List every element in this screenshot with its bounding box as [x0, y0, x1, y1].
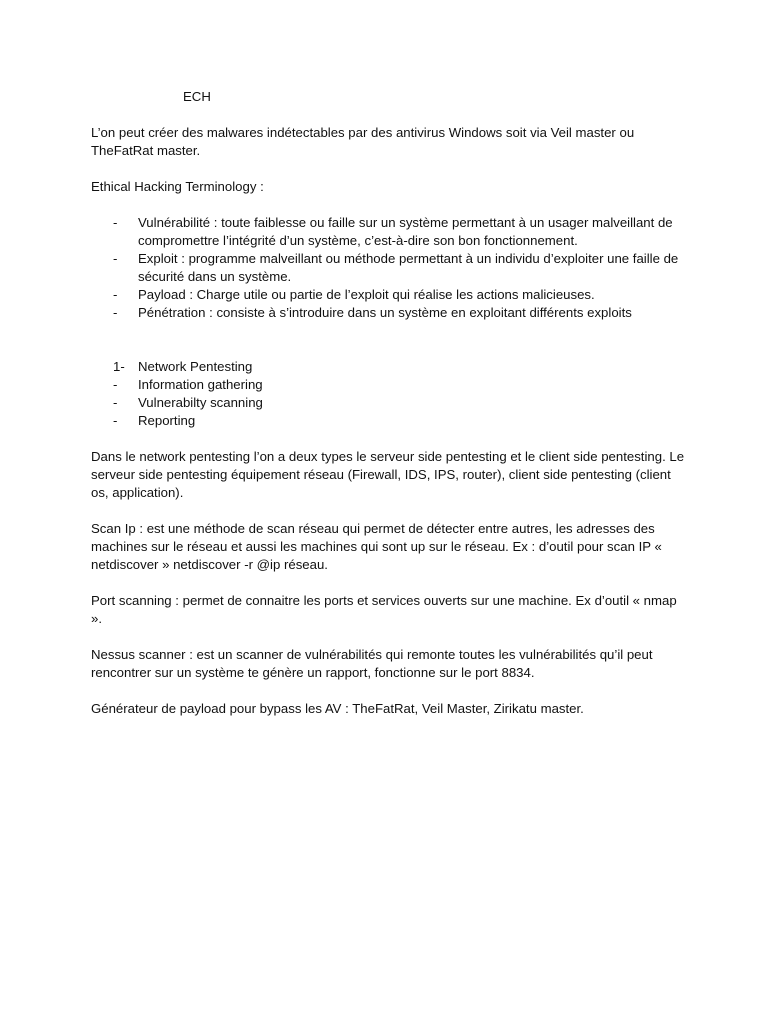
terminology-item-text: Vulnérabilité : toute faiblesse ou faille sur un système permettant à un usager malveillant de compromettre l’intégrité d’un système, c’est-à-dire son bon fonctionnement. — [138, 215, 673, 248]
numbered-item — [91, 358, 691, 376]
list-dash: - — [113, 413, 118, 428]
list-dash: - — [113, 251, 118, 266]
step-item — [91, 376, 691, 394]
list-dash: - — [113, 305, 118, 320]
list-dash: - — [113, 395, 118, 410]
numbered-item-text: Network Pentesting — [138, 359, 253, 374]
step-item-text: Information gathering — [138, 377, 263, 392]
numbered-list — [91, 358, 691, 376]
step-item — [91, 412, 691, 430]
terminology-item — [91, 214, 691, 250]
document-body — [91, 88, 691, 736]
list-dash: - — [113, 287, 118, 302]
terminology-item-text: Pénétration : consiste à s’introduire dans un système en exploitant différents exploits — [138, 305, 632, 320]
terminology-item — [91, 304, 691, 322]
body-paragraph: Dans le network pentesting l’on a deux types le serveur side pentesting et le client side pentesting. Le serveur side pentesting équipement réseau (Firewall, IDS, IPS, router), client side pentesting (client os, application). — [91, 449, 685, 500]
step-item-text: Reporting — [138, 413, 196, 428]
terminology-item-text: Payload : Charge utile ou partie de l’exploit qui réalise les actions malicieuses. — [138, 287, 595, 302]
list-dash: - — [113, 377, 118, 392]
list-number: 1- — [113, 359, 125, 374]
terminology-item-text: Exploit : programme malveillant ou méthode permettant à un individu d’exploiter une faille de sécurité dans un système. — [138, 251, 679, 284]
terminology-item — [91, 250, 691, 286]
list-dash: - — [113, 215, 118, 230]
terminology-list — [91, 214, 691, 322]
step-item — [91, 394, 691, 412]
body-paragraph: Port scanning : permet de connaitre les ports et services ouverts sur une machine. Ex d’outil « nmap ». — [91, 593, 677, 626]
body-paragraph: Générateur de payload pour bypass les AV : TheFatRat, Veil Master, Zirikatu master. — [91, 701, 584, 716]
terminology-item — [91, 286, 691, 304]
body-paragraph: Nessus scanner : est un scanner de vulnérabilités qui remonte toutes les vulnérabilités qu’il peut rencontrer sur un système te génère un rapport, fonctionne sur le port 8834. — [91, 647, 653, 680]
body-paragraph: Scan Ip : est une méthode de scan réseau qui permet de détecter entre autres, les adresses des machines sur le réseau et aussi les machines qui sont up sur le réseau. Ex : d’outil pour scan IP « netdiscover » netdiscover -r @ip réseau. — [91, 521, 662, 572]
pentesting-list — [91, 358, 691, 430]
terminology-heading: Ethical Hacking Terminology : — [91, 179, 264, 194]
intro-paragraph: L’on peut créer des malwares indétectables par des antivirus Windows soit via Veil master ou TheFatRat master. — [91, 125, 635, 158]
steps-list — [91, 376, 691, 430]
document-title: ECH — [183, 89, 211, 104]
step-item-text: Vulnerabilty scanning — [138, 395, 263, 410]
